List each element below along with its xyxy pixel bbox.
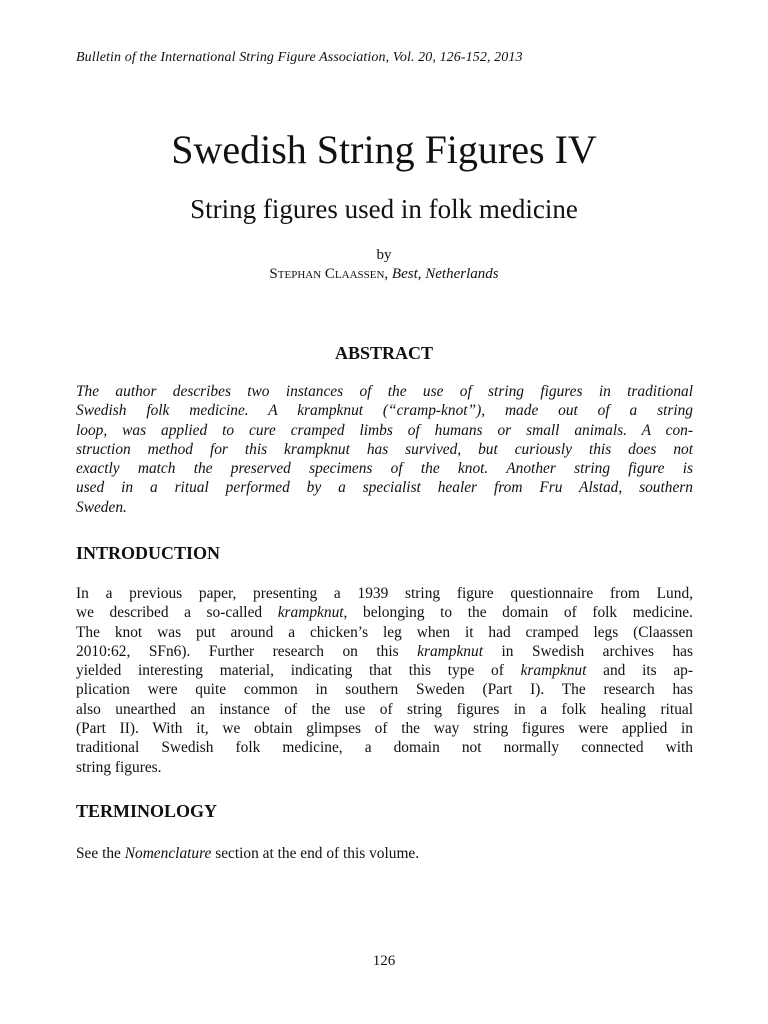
abstract-line: The author describes two instances of the use of string figures in traditional — [76, 383, 693, 400]
text-run: (Part II). With it, we obtain glimpses of the way string figures were applied in — [76, 720, 693, 738]
text-run: 2010:62, SFn6). Further research on this — [76, 642, 418, 660]
running-head: Bulletin of the International String Figure Association, Vol. 20, 126-152, 2013 — [76, 50, 523, 65]
introduction-text — [76, 584, 693, 777]
paper-title: Swedish String Figures IV — [171, 127, 597, 172]
terminology-heading: TERMINOLOGY — [76, 801, 218, 821]
abstract-text — [76, 382, 693, 517]
abstract-line: Swedish folk medicine. A krampknut (“cramp-knot”), made out of a string — [76, 402, 693, 420]
text-run: In a previous paper, presenting a 1939 string figure questionnaire from Lund, — [76, 585, 693, 602]
page-number: 126 — [372, 953, 396, 969]
italic-term: Nomenclature — [124, 845, 212, 862]
text-run: , belonging to the domain of folk medicine. — [343, 604, 693, 622]
introduction-line — [76, 680, 693, 699]
text-run: we described a so-called — [76, 604, 278, 622]
italic-term: krampknut — [417, 642, 483, 660]
text-run: and its ap- — [586, 662, 693, 680]
abstract-line: loop, was applied to cure cramped limbs of humans or small animals. A con- — [76, 421, 693, 439]
author-line — [0, 264, 768, 284]
text-run: string figures. — [76, 758, 162, 776]
text-run: The knot was put around a chicken’s leg when it had cramped legs (Claassen — [76, 623, 693, 641]
abstract-line: exactly match the preserved specimens of the knot. Another string figure is — [76, 460, 693, 478]
abstract-heading: ABSTRACT — [334, 343, 434, 363]
introduction-heading: INTRODUCTION — [76, 543, 221, 563]
author-name: Stephan Claassen — [269, 266, 385, 282]
italic-term: krampknut — [277, 604, 344, 622]
italic-term: krampknut — [520, 662, 587, 680]
introduction-line — [76, 603, 693, 622]
introduction-line — [76, 719, 693, 738]
text-run: also unearthed an instance of the use of string figures in a folk healing ritual — [76, 700, 693, 718]
introduction-line — [76, 700, 693, 719]
text-run: traditional Swedish folk medicine, a domain not normally connected with — [76, 739, 693, 757]
abstract-line: struction method for this krampknut has survived, but curiously this does not — [76, 440, 693, 458]
author-location: Best, Netherlands — [391, 266, 499, 282]
text-run: in Swedish archives has — [482, 642, 693, 660]
terminology-line — [76, 844, 693, 863]
text-run: section at the end of this volume. — [211, 845, 420, 862]
text-run: yielded interesting material, indicating that this type of — [76, 662, 521, 680]
text-run: See the — [76, 845, 125, 862]
terminology-text — [76, 844, 693, 863]
introduction-line — [76, 642, 693, 661]
abstract-line: used in a ritual performed by a specialist healer from Fru Alstad, southern — [76, 479, 693, 497]
introduction-line — [76, 661, 693, 680]
abstract-line: Sweden. — [76, 498, 127, 516]
introduction-line — [76, 584, 693, 603]
author-separator: , — [384, 266, 392, 282]
byline-by: by — [376, 247, 392, 263]
introduction-line — [76, 623, 693, 642]
introduction-line — [76, 738, 693, 757]
text-run: plication were quite common in southern Sweden (Part I). The research has — [76, 681, 693, 699]
paper-subtitle: String figures used in folk medicine — [190, 194, 578, 224]
introduction-line — [76, 758, 693, 777]
